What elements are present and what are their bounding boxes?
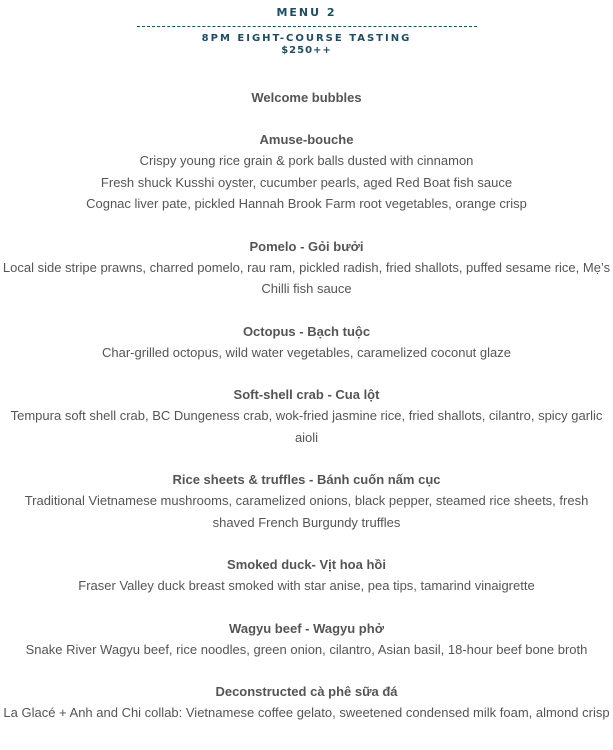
course-title: Amuse-bouche [259, 132, 354, 147]
course-description: Tempura soft shell crab, BC Dungeness crab, wok-fried jasmine rice, fried shallots, cilantro, spicy garlic aioli [10, 408, 603, 445]
course-item [0, 681, 613, 724]
course-item [0, 129, 613, 215]
course-title: Soft-shell crab - Cua lột [233, 387, 380, 402]
course-item [0, 321, 613, 364]
menu-subtitle: 8PM EIGHT-COURSE TASTING [201, 33, 412, 44]
course-description: Traditional Vietnamese mushrooms, caramelized onions, black pepper, steamed rice sheets, fresh shaved French Burgundy truffles [24, 493, 589, 530]
course-item [0, 469, 613, 533]
course-list [0, 87, 613, 724]
course-title: Smoked duck- Vịt hoa hồi [227, 557, 386, 572]
course-description: Fresh shuck Kusshi oyster, cucumber pearls, aged Red Boat fish sauce [100, 174, 513, 190]
course-description: Char-grilled octopus, wild water vegetables, caramelized coconut glaze [102, 344, 511, 360]
course-item [0, 618, 613, 661]
menu-divider [137, 26, 477, 27]
course-title: Welcome bubbles [251, 90, 362, 105]
course-title: Pomelo - Gỏi bưởi [249, 238, 364, 254]
course-description: Snake River Wagyu beef, rice noodles, green onion, cilantro, Asian basil, 18-hour beef bone broth [25, 641, 588, 657]
course-description: Local side stripe prawns, charred pomelo, rau ram, pickled radish, fried shallots, puffed sesame rice, Mẹ’s Chilli fish sauce [2, 259, 611, 296]
course-item [0, 87, 613, 108]
course-title: Deconstructed cà phê sữa đá [215, 684, 398, 699]
menu-price: $250++ [281, 45, 332, 56]
menu-header [0, 0, 613, 57]
course-title: Octopus - Bạch tuộc [242, 323, 371, 339]
course-item [0, 554, 613, 597]
course-title: Rice sheets & truffles - Bánh cuốn nấm cục [172, 472, 441, 487]
course-description: Fraser Valley duck breast smoked with star anise, pea tips, tamarind vinaigrette [78, 578, 535, 593]
course-item [0, 236, 613, 300]
course-title: Wagyu beef - Wagyu phở [229, 620, 384, 636]
course-description: La Glacé + Anh and Chi collab: Vietnamese coffee gelato, sweetened condensed milk foam, almond crisp [3, 705, 610, 720]
course-description: Cognac liver pate, pickled Hannah Brook Farm root vegetables, orange crisp [86, 196, 527, 211]
course-description: Crispy young rice grain & pork balls dusted with cinnamon [139, 153, 474, 168]
menu-title: MENU 2 [276, 6, 337, 19]
course-item [0, 384, 613, 448]
